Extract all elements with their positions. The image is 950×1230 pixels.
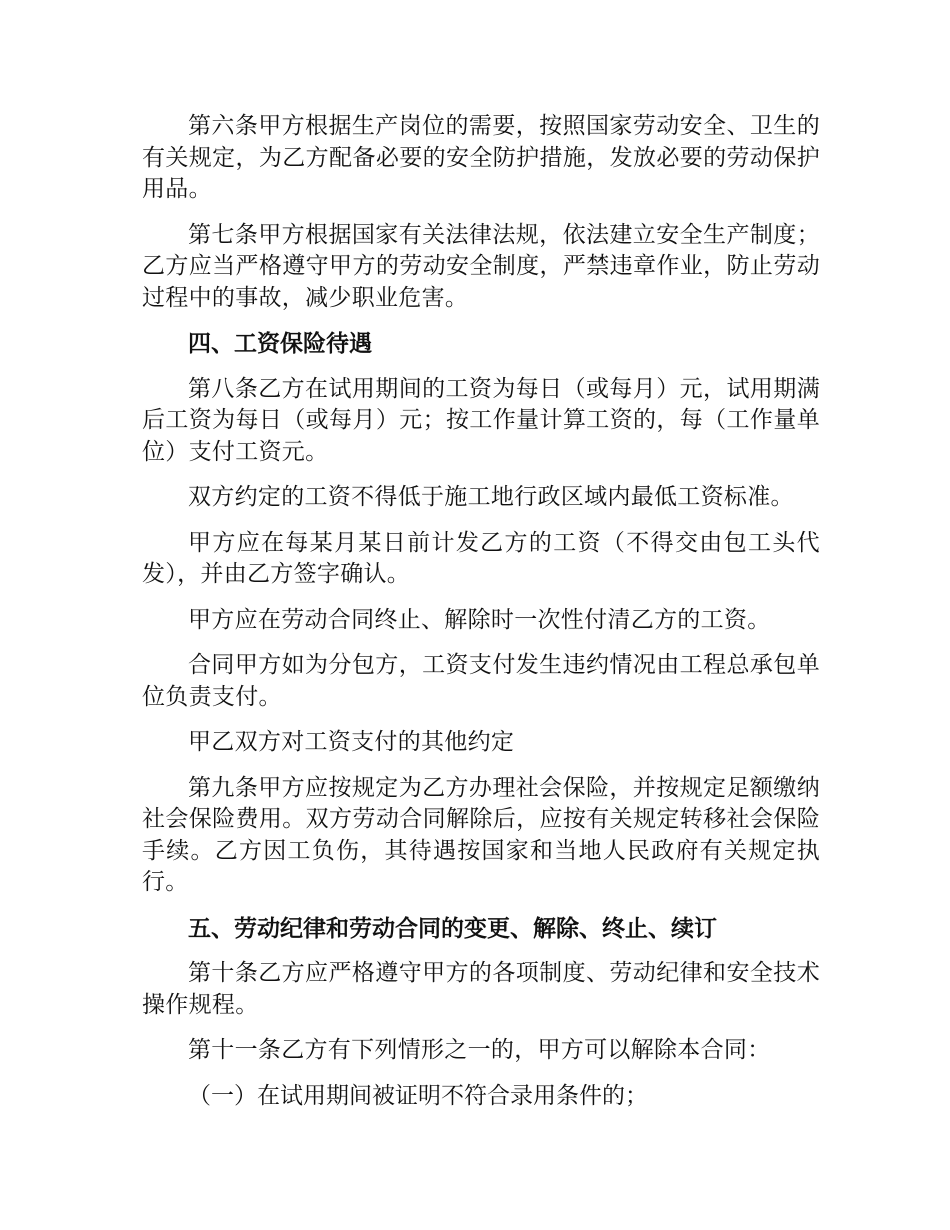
article-6: 第六条甲方根据生产岗位的需要，按照国家劳动安全、卫生的有关规定，为乙方配备必要的安全防护措施，发放必要的劳动保护用品。	[142, 113, 820, 202]
wage-settlement: 甲方应在劳动合同终止、解除时一次性付清乙方的工资。	[188, 606, 771, 633]
article-11: 第十一条乙方有下列情形之一的，甲方可以解除本合同：	[188, 1037, 771, 1063]
section-4-heading: 四、工资保险待遇	[188, 330, 372, 357]
article-10: 第十条乙方应严格遵守甲方的各项制度、劳动纪律和安全技术操作规程。	[142, 960, 820, 1018]
article-11-item-1: （一）在试用期间被证明不符合录用条件的；	[188, 1082, 648, 1109]
wage-payday: 甲方应在每某月某日前计发乙方的工资（不得交由包工头代发），并由乙方签字确认。	[142, 529, 820, 587]
article-9: 第九条甲方应按规定为乙方办理社会保险，并按规定足额缴纳社会保险费用。双方劳动合同解除后，应按有关规定转移社会保险手续。乙方因工负伤，其待遇按国家和当地人民政府有关规定执行。	[142, 774, 820, 895]
section-5-heading: 五、劳动纪律和劳动合同的变更、解除、终止、续订	[188, 914, 717, 942]
wage-subcontractor: 合同甲方如为分包方，工资支付发生违约情况由工程总承包单位负责支付。	[142, 652, 820, 710]
wage-other-agreement: 甲乙双方对工资支付的其他约定	[188, 729, 515, 755]
wage-minimum: 双方约定的工资不得低于施工地行政区域内最低工资标准。	[188, 484, 794, 510]
article-7: 第七条甲方根据国家有关法律法规，依法建立安全生产制度；乙方应当严格遵守甲方的劳动安全制度，严禁违章作业，防止劳动过程中的事故，减少职业危害。	[142, 221, 820, 311]
article-8: 第八条乙方在试用期间的工资为每日（或每月）元，试用期满后工资为每日（或每月）元；按工作量计算工资的，每（工作量单位）支付工资元。	[142, 375, 820, 465]
